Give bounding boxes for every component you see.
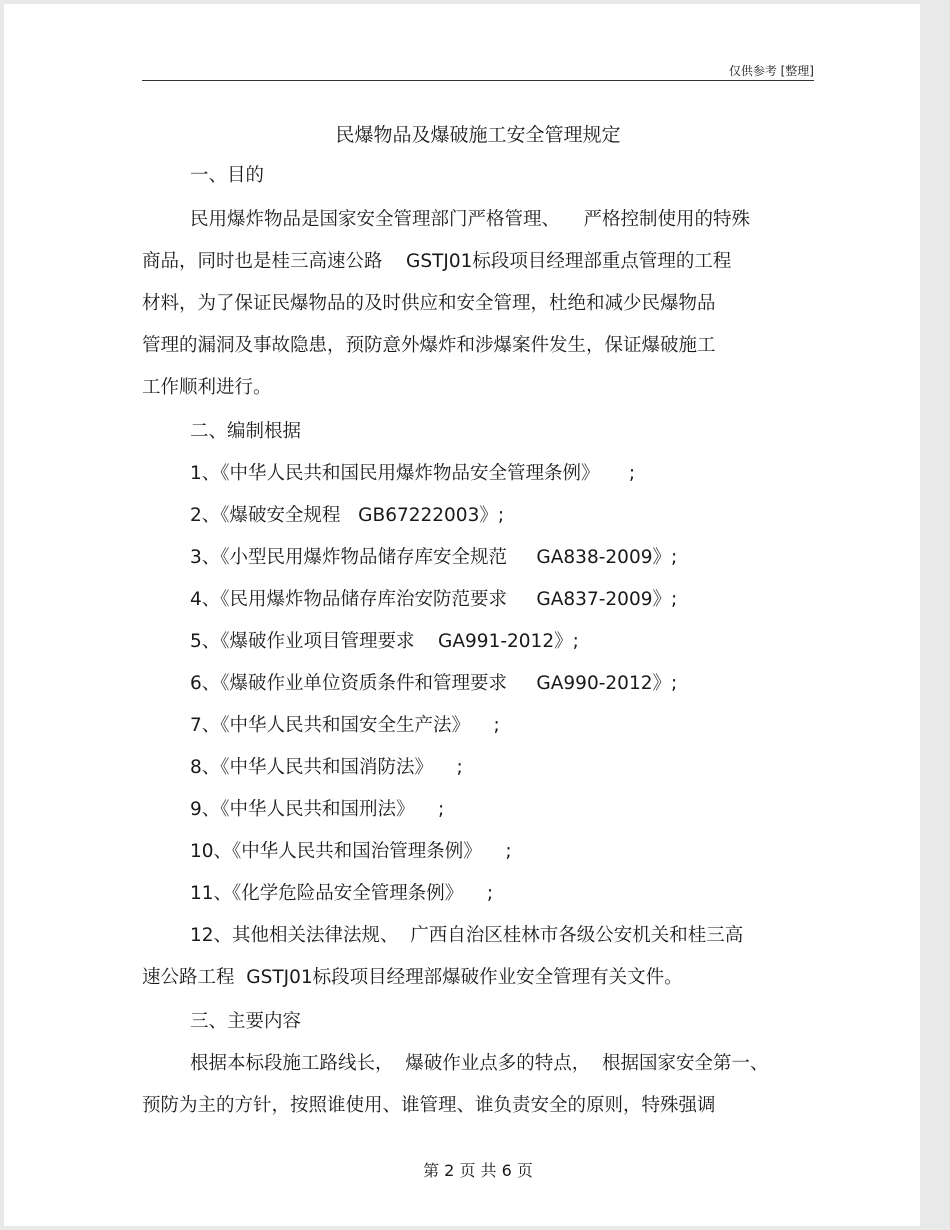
list-item: 12、其他相关法律法规、 广西自治区桂林市各级公安机关和桂三高 <box>190 925 744 946</box>
section-heading: 三、主要内容 <box>190 1011 302 1032</box>
paragraph-line: 管理的漏洞及事故隐患，预防意外爆炸和涉爆案件发生，保证爆破施工 <box>142 335 716 356</box>
header-divider <box>142 80 814 81</box>
list-item: 1、《中华人民共和国民用爆炸物品安全管理条例》 ; <box>190 463 636 484</box>
list-item: 6、《爆破作业单位资质条件和管理要求 GA990-2012》; <box>190 673 678 694</box>
header-note: 仅供参考 [整理] <box>728 64 814 78</box>
list-item: 4、《民用爆炸物品储存库治安防范要求 GA837-2009》; <box>190 589 678 610</box>
list-item: 8、《中华人民共和国消防法》 ; <box>190 757 463 778</box>
list-item: 5、《爆破作业项目管理要求 GA991-2012》; <box>190 631 579 652</box>
paragraph-line: 预防为主的方针，按照谁使用、谁管理、谁负责安全的原则，特殊强调 <box>142 1095 716 1116</box>
list-item: 2、《爆破安全规程 GB67222003》; <box>190 505 505 526</box>
page-number: 第 2 页 共 6 页 <box>423 1161 533 1180</box>
section-heading: 二、编制根据 <box>190 421 302 442</box>
list-item: 10、《中华人民共和国治管理条例》 ; <box>190 841 512 862</box>
section-heading: 一、目的 <box>190 165 265 186</box>
document-page <box>4 4 920 1226</box>
list-item: 3、《小型民用爆炸物品储存库安全规范 GA838-2009》; <box>190 547 678 568</box>
paragraph-line: 民用爆炸物品是国家安全管理部门严格管理、 严格控制使用的特殊 <box>190 209 751 230</box>
list-item: 9、《中华人民共和国刑法》 ; <box>190 799 445 820</box>
paragraph-line: 速公路工程 GSTJ01标段项目经理部爆破作业安全管理有关文件。 <box>142 967 683 988</box>
list-item: 7、《中华人民共和国安全生产法》 ; <box>190 715 500 736</box>
paragraph-line: 工作顺利进行。 <box>142 377 272 398</box>
paragraph-line: 根据本标段施工路线长， 爆破作业点多的特点， 根据国家安全第一、 <box>190 1053 769 1074</box>
paragraph-line: 商品，同时也是桂三高速公路 GSTJ01标段项目经理部重点管理的工程 <box>142 251 732 272</box>
list-item: 11、《化学危险品安全管理条例》 ; <box>190 883 494 904</box>
paragraph-line: 材料，为了保证民爆物品的及时供应和安全管理，杜绝和减少民爆物品 <box>142 293 716 314</box>
document-title: 民爆物品及爆破施工安全管理规定 <box>335 124 621 146</box>
